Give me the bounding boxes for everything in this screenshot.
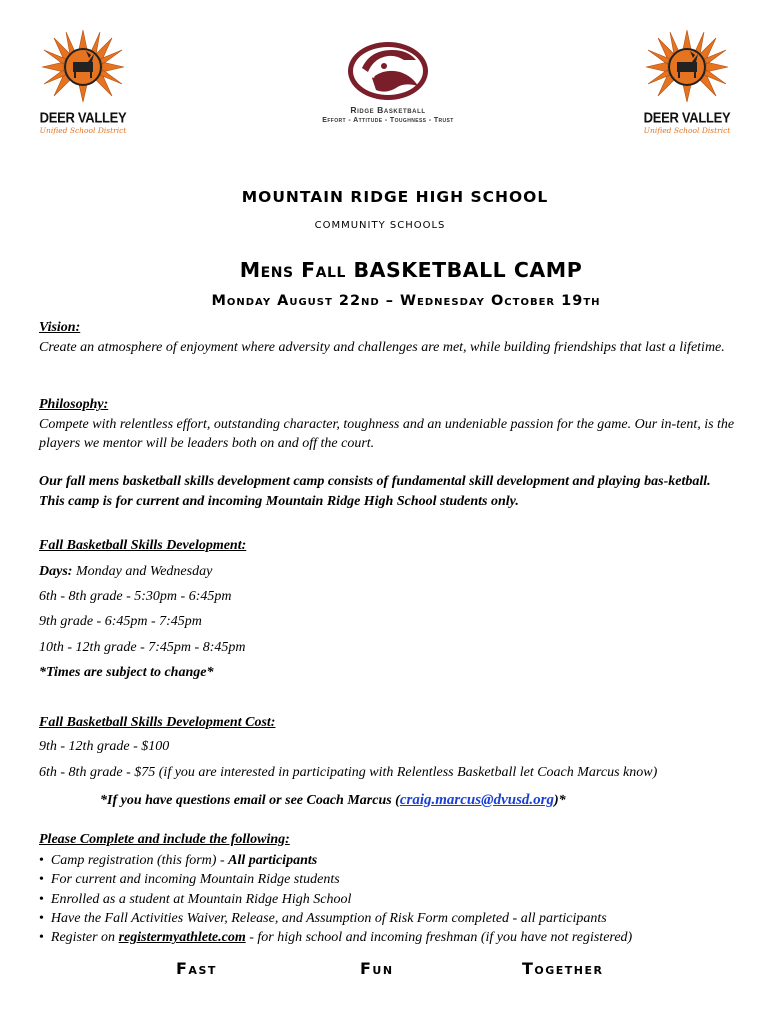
list-item: [39, 851, 632, 870]
days-value: Monday and Wednesday: [72, 564, 213, 579]
deer-valley-logo-right: [632, 28, 742, 138]
footer-word-together: Together: [522, 959, 604, 978]
school-subtitle: COMMUNITY SCHOOLS: [314, 220, 446, 231]
camp-title: Mens Fall BASKETBALL CAMP: [239, 258, 583, 282]
philosophy-heading: Philosophy:: [39, 397, 109, 412]
list-item: [39, 928, 632, 947]
vision-section: [39, 318, 739, 357]
district-subtitle: Unified School District: [643, 126, 731, 135]
philosophy-section: [39, 395, 739, 454]
footer-word-fun: Fun: [360, 959, 394, 978]
list-item: • Enrolled as a student at Mountain Ridge High School: [39, 890, 632, 909]
contact-line: [100, 792, 566, 809]
program-name: Ridge Basketball: [350, 105, 426, 115]
camp-dates: Monday August 22nd – Wednesday October 19th: [211, 293, 601, 309]
camp-intro: Our fall mens basketball skills development camp consists of fundamental skill development and playing bas-ketball. This camp is for current and incoming Mountain Ridge High School students only.: [39, 474, 711, 509]
schedule-time-row: 6th - 8th grade - 5:30pm - 6:45pm: [39, 589, 232, 604]
contact-suffix: )*: [554, 793, 566, 808]
cost-line: 9th - 12th grade - $100: [39, 739, 170, 754]
days-label: Days:: [39, 564, 73, 579]
schedule-heading: Fall Basketball Skills Development:: [39, 538, 247, 553]
contact-email-link[interactable]: craig.marcus@dvusd.org: [399, 792, 555, 808]
school-name: MOUNTAIN RIDGE HIGH SCHOOL: [241, 188, 549, 206]
district-name: DEER VALLEY: [643, 108, 731, 127]
list-item: • For current and incoming Mountain Ridge students: [39, 870, 632, 889]
schedule-days: [39, 564, 212, 580]
ridge-basketball-logo: [300, 38, 476, 130]
program-motto: Effort - Attitude - Toughness - Trust: [322, 117, 454, 124]
sun-icon: [28, 28, 138, 110]
requirements-heading: Please Complete and include the following:: [39, 832, 290, 847]
item-suffix: - for high school and incoming freshman (if you have not registered): [245, 930, 633, 946]
mountain-lion-icon: [300, 38, 476, 104]
schedule-note: *Times are subject to change*: [39, 665, 214, 680]
district-subtitle: Unified School District: [39, 126, 127, 135]
cost-heading: Fall Basketball Skills Development Cost:: [39, 715, 276, 730]
sun-icon: [632, 28, 742, 110]
contact-prefix: *If you have questions email or see Coach Marcus (: [100, 793, 400, 808]
requirements-list: [39, 851, 632, 947]
item-emphasis: All participants: [228, 853, 318, 868]
deer-valley-logo-left: [28, 28, 138, 138]
register-link[interactable]: registermyathlete.com: [118, 930, 246, 946]
item-prefix: Register on: [50, 930, 119, 946]
schedule-time-row: 9th grade - 6:45pm - 7:45pm: [39, 614, 202, 629]
vision-heading: Vision:: [39, 320, 81, 335]
district-name: DEER VALLEY: [39, 108, 127, 127]
cost-line: 6th - 8th grade - $75 (if you are interested in participating with Relentless Basketball let Coach Marcus know): [39, 765, 658, 780]
schedule-time-row: 10th - 12th grade - 7:45pm - 8:45pm: [39, 640, 246, 655]
list-item: • Have the Fall Activities Waiver, Release, and Assumption of Risk Form completed - all participants: [39, 909, 632, 928]
philosophy-text: Compete with relentless effort, outstanding character, toughness and an undeniable passion for the game. Our in-tent, is the players we mentor will be leaders both on and off the court.: [39, 416, 735, 451]
item-text: Camp registration (this form) -: [50, 853, 229, 868]
footer-word-fast: Fast: [176, 959, 217, 978]
vision-text: Create an atmosphere of enjoyment where adversity and challenges are met, while building friendships that last a lifetime.: [39, 339, 725, 355]
